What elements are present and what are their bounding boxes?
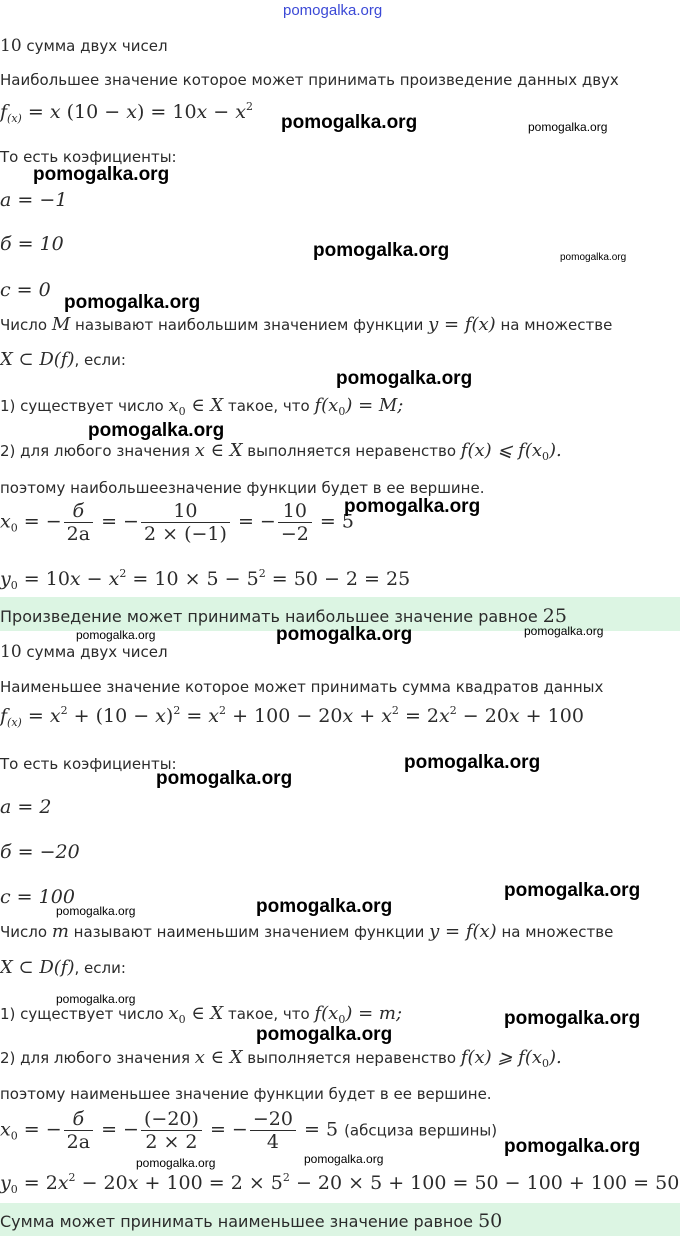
part1-coef-b: б = 10	[0, 233, 64, 255]
watermark: pomogalka.org	[344, 496, 481, 517]
part1-heading: 10 сумма двух чисел	[0, 36, 168, 56]
part1-set: X ⊂ D(f), если:	[0, 349, 126, 370]
watermark: pomogalka.org	[88, 420, 225, 441]
watermark: pomogalka.org	[76, 628, 156, 642]
watermark: pomogalka.org	[281, 112, 418, 133]
part1-vertex-note: поэтому наибольшеезначение функции будет в ее вершине.	[0, 479, 485, 497]
part2-condition-2: 2) для любого значения x ∈ X выполняется неравенство f(x) ⩾ $f(x_0)$.	[0, 1047, 562, 1070]
part2-coef-c: c = 100	[0, 886, 75, 908]
part1-answer: Произведение может принимать наибольшее значение равное 25	[0, 605, 567, 627]
part2-vertex-note: поэтому наименьшее значение функции будет в ее вершине.	[0, 1085, 492, 1103]
watermark: pomogalka.org	[336, 368, 473, 389]
site-link[interactable]: pomogalka.org	[283, 2, 383, 19]
part1-function-formula: $f_{(x)} = x$ $(10 - x) = 10x - x^2$	[0, 100, 253, 125]
part2-task: Наименьшее значение которое может принимать сумма квадратов данных	[0, 678, 604, 696]
watermark: pomogalka.org	[33, 164, 170, 185]
part1-coef-label: То есть коэфициенты:	[0, 148, 177, 166]
watermark: pomogalka.org	[504, 880, 641, 901]
watermark: pomogalka.org	[524, 624, 604, 638]
watermark: pomogalka.org	[504, 1008, 641, 1029]
part2-coef-a: a = 2	[0, 796, 52, 818]
part1-task: Наибольшее значение которое может принимать произведение данных двух	[0, 71, 619, 89]
watermark: pomogalka.org	[276, 624, 413, 645]
watermark: pomogalka.org	[64, 292, 201, 313]
part1-condition-2: 2) для любого значения x ∈ X выполняется неравенство f(x) ⩽ $f(x_0)$.	[0, 440, 562, 463]
watermark: pomogalka.org	[504, 1136, 641, 1157]
part1-definition: Число M называют наибольшим значением функции y = f(x) на множестве	[0, 314, 613, 335]
watermark: pomogalka.org	[304, 1152, 384, 1166]
watermark: pomogalka.org	[156, 768, 293, 789]
part1-coef-c: c = 0	[0, 279, 51, 301]
part1-vertex-x-formula: $x_0$ = − $\frac{б}{2a}$ = − $\frac{10}{2 \times (-1)}$ = − $\frac{10}{-2}$ = 5	[0, 500, 354, 545]
watermark: pomogalka.org	[56, 992, 136, 1006]
part2-answer: Сумма может принимать наименьшее значение равное 50	[0, 1210, 503, 1232]
watermark: pomogalka.org	[136, 1156, 216, 1170]
part2-function-formula: $f_{(x)} = x^2 + (10 - x)^2 = x^2 + 100 - 20x + x^2 = 2x^2 - 20x + 100$	[0, 704, 584, 729]
part2-set: X ⊂ D(f), если:	[0, 957, 126, 978]
part1-coef-a: a = −1	[0, 189, 68, 211]
part2-vertex-x-formula: $x_0$ = − $\frac{б}{2a}$ = − $\frac{(-20)}{2 \times 2}$ = − $\frac{-20}{4}$ = 5 (абсциза вершины)	[0, 1108, 498, 1153]
watermark: pomogalka.org	[313, 240, 450, 261]
part2-heading: 10 сумма двух чисел	[0, 642, 168, 662]
watermark: pomogalka.org	[404, 752, 541, 773]
part2-coef-b: б = −20	[0, 841, 80, 863]
part2-condition-1: 1) существует число $x_0$ ∈ X такое, что $f(x_0) = m$;	[0, 1003, 403, 1026]
part2-vertex-y-formula: $y_0 = 2x^2 - 20x + 100 = 2 \times 5^2 - 20 \times 5 + 100 = 50 - 100 + 100 = 50$	[0, 1171, 680, 1196]
watermark: pomogalka.org	[560, 252, 627, 263]
part1-vertex-y-formula: $y_0 = 10x - x^2 = 10 \times 5 - 5^2 = 50 - 2 = 25$	[0, 567, 411, 592]
watermark: pomogalka.org	[56, 904, 136, 918]
watermark: pomogalka.org	[256, 1024, 393, 1045]
watermark: pomogalka.org	[528, 120, 608, 134]
part2-definition: Число m называют наименьшим значением функции y = f(x) на множестве	[0, 921, 614, 942]
watermark: pomogalka.org	[256, 896, 393, 917]
part1-condition-1: 1) существует число $x_0$ ∈ X такое, что $f(x_0) = M$;	[0, 395, 404, 418]
part2-coef-label: То есть коэфициенты:	[0, 755, 177, 773]
